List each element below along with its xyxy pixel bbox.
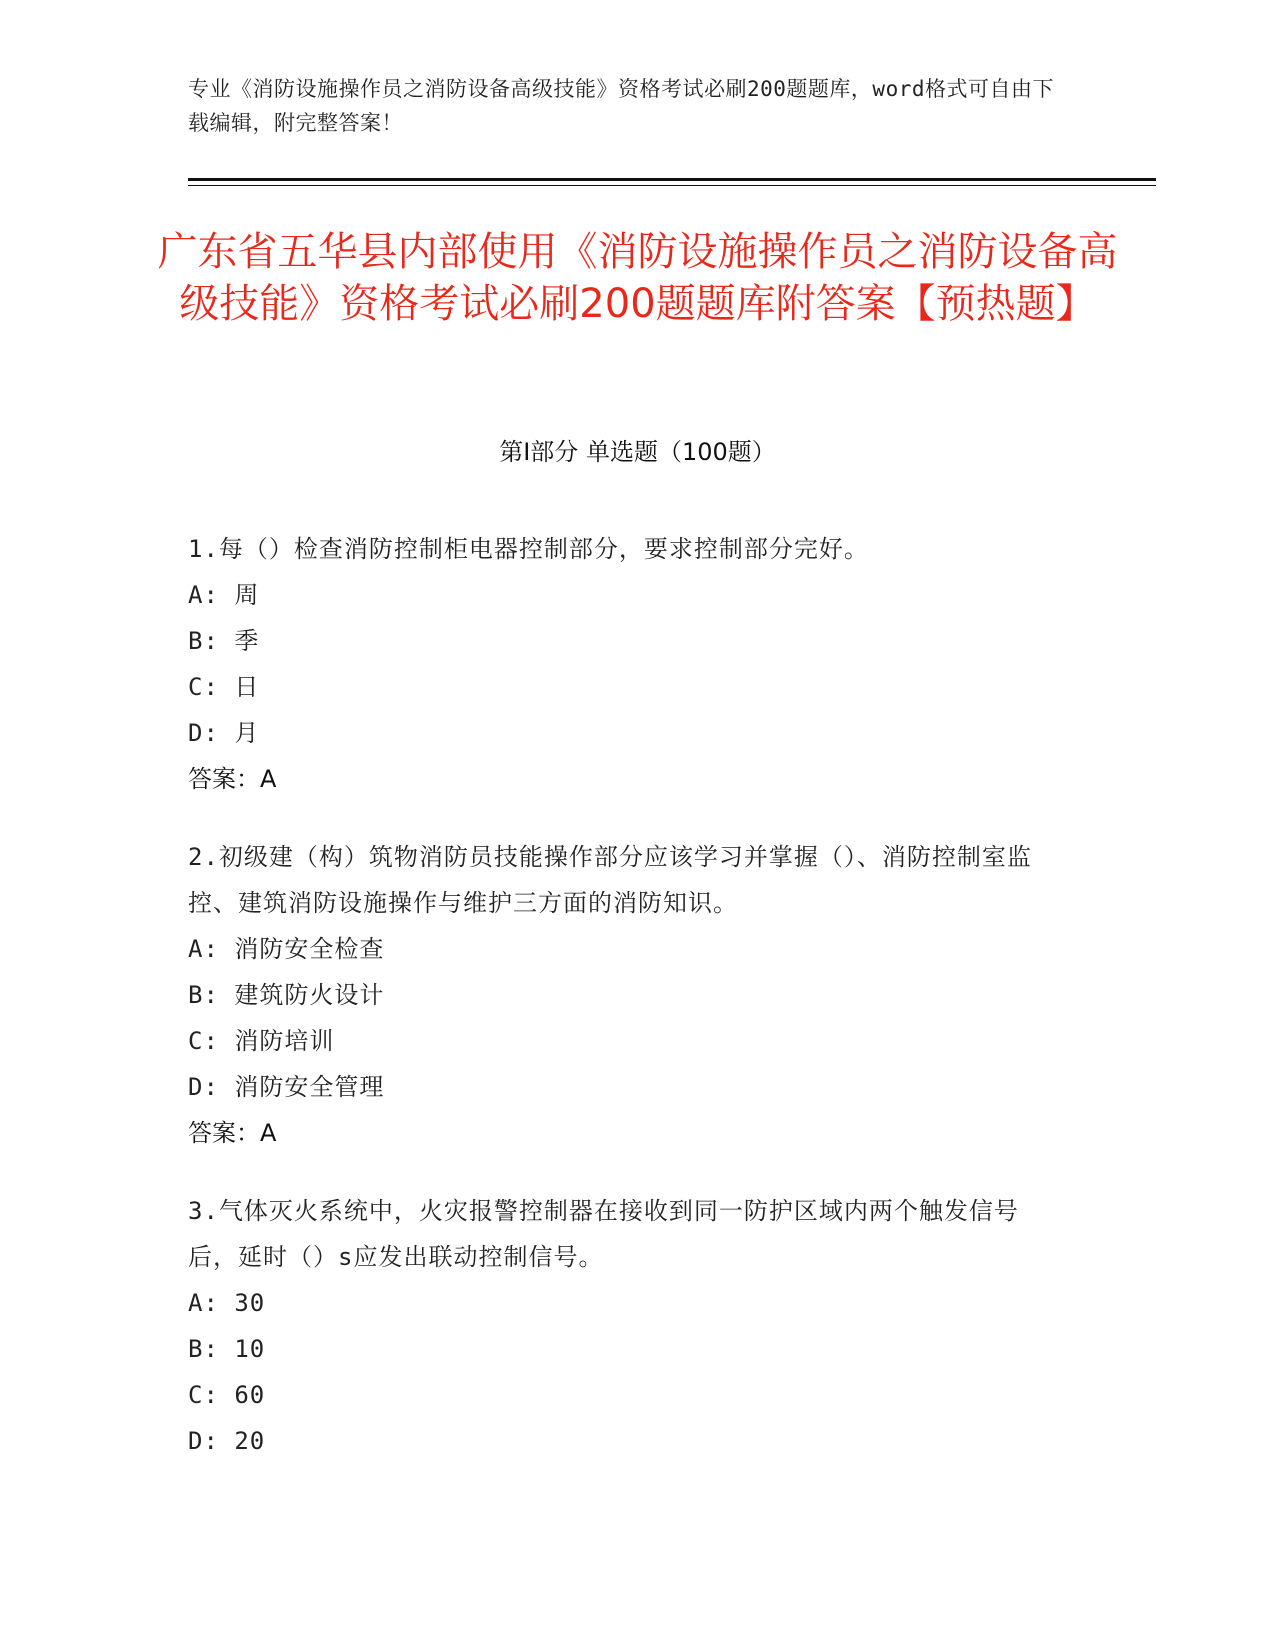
option-c: C: 日 bbox=[188, 673, 260, 701]
option-c: C: 60 bbox=[188, 1381, 266, 1409]
header-note: 专业《消防设施操作员之消防设备高级技能》资格考试必刷200题题库，word格式可自由下载编辑，附完整答案！ bbox=[188, 77, 1054, 135]
option-a: A: 消防安全检查 bbox=[188, 935, 385, 963]
section-title: 第Ⅰ部分 单选题（100题） bbox=[499, 438, 776, 466]
option-b: B: 建筑防火设计 bbox=[188, 981, 385, 1009]
answer: 答案：A bbox=[188, 765, 277, 793]
question-1 bbox=[188, 526, 1068, 802]
option-b: B: 季 bbox=[188, 627, 260, 655]
document-title: 广东省五华县内部使用《消防设施操作员之消防设备高级技能》资格考试必刷200题题库附答案【预热题】 bbox=[157, 229, 1118, 327]
header-divider-thick bbox=[188, 178, 1156, 181]
answer: 答案：A bbox=[188, 1119, 277, 1147]
question-stem: 1.每（）检查消防控制柜电器控制部分，要求控制部分完好。 bbox=[188, 535, 869, 563]
question-list bbox=[188, 526, 1068, 1496]
question-3 bbox=[188, 1188, 1068, 1464]
option-b: B: 10 bbox=[188, 1335, 266, 1363]
question-2 bbox=[188, 834, 1068, 1156]
option-c: C: 消防培训 bbox=[188, 1027, 335, 1055]
option-a: A: 30 bbox=[188, 1289, 266, 1317]
question-stem: 3.气体灭火系统中，火灾报警控制器在接收到同一防护区域内两个触发信号后，延时（）s应发出联动控制信号。 bbox=[188, 1197, 1019, 1271]
option-d: D: 月 bbox=[188, 719, 260, 747]
option-d: D: 20 bbox=[188, 1427, 266, 1455]
question-stem: 2.初级建（构）筑物消防员技能操作部分应该学习并掌握（）、消防控制室监控、建筑消防设施操作与维护三方面的消防知识。 bbox=[188, 843, 1032, 917]
header-divider-thin bbox=[188, 185, 1156, 186]
option-d: D: 消防安全管理 bbox=[188, 1073, 385, 1101]
option-a: A: 周 bbox=[188, 581, 260, 609]
